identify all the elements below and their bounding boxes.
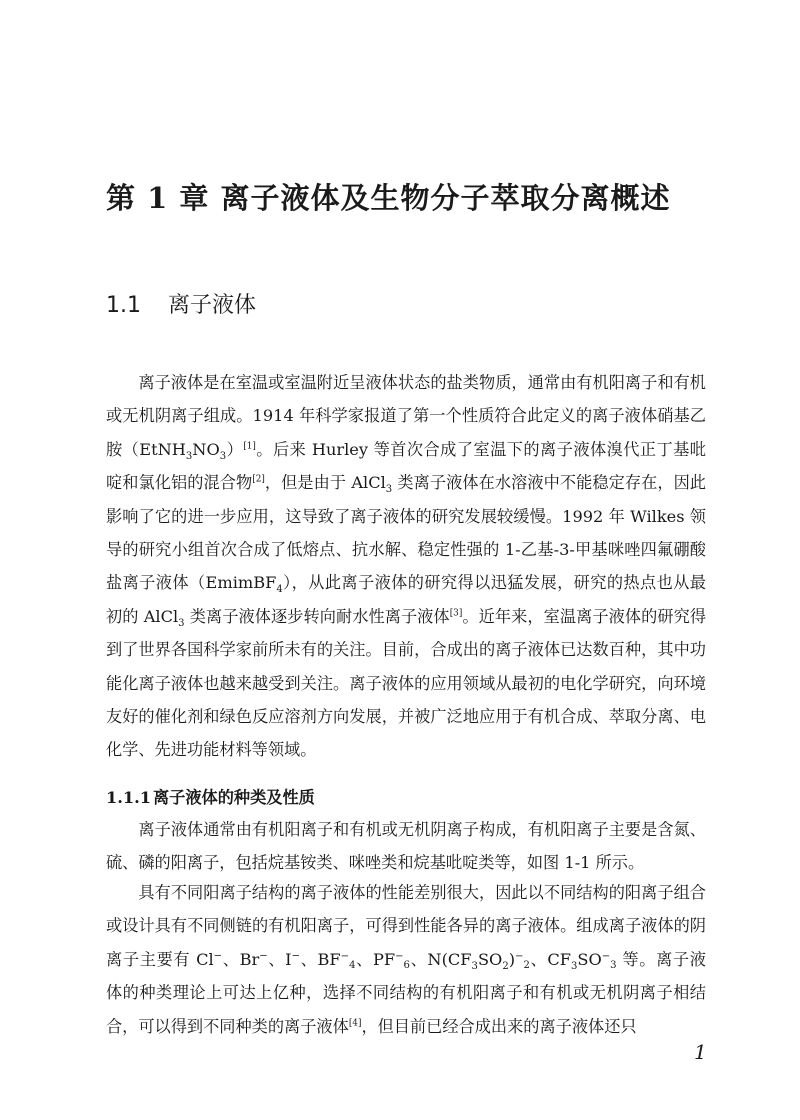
subsection-title: 离子液体的种类及性质 <box>153 788 315 807</box>
paragraph-ionic-liquid-intro: 离子液体是在室温或室温附近呈液体状态的盐类物质，通常由有机阳离子和有机或无机阴离子组成。1914 年科学家报道了第一个性质符合此定义的离子液体硝基乙胺$(EtNH_3NO_3)[1]$。后来 Hurley 等首次合成了室温下的离子液体溴代正丁基吡啶和氯化铝的混合物[2]，但是由于 AlCl$_3$ 类离子液体在水溶液中不能稳定存在，因此影响了它的进一步应用，这导致了离子液体的研究发展较缓慢。1992 年 Wilkes 领导的研究小组首次合成了低熔点、抗水解、稳定性强的 1-乙基-3-甲基咪唑四氟硼酸盐离子液体（EmimBF$_4$），从此离子液体的研究得以迅猛发展，研究的热点也从最初的 AlCl$_3$ 类离子液体逐步转向耐水性离子液体[3]。近年来，室温离子液体的研究得到了世界各国科学家前所未有的关注。目前，合成出的离子液体已达数百种，其中功能化离子液体也越来越受到关注。离子液体的应用领域从最初的电化学研究，向环境友好的催化剂和绿色反应溶剂方向发展，并被广泛地应用于有机合成、萃取分离、电化学、先进功能材料等领域。 <box>106 373 707 760</box>
chapter-title: 第 1 章 离子液体及生物分子萃取分离概述 <box>106 181 671 215</box>
section-heading <box>106 288 256 319</box>
subsection-heading <box>106 784 315 808</box>
citation-ref-4: [4] <box>348 1017 362 1028</box>
section-title: 离子液体 <box>168 293 257 318</box>
page-number: 1 <box>694 1040 707 1064</box>
section-number: 1.1 <box>106 293 141 318</box>
paragraph-cation-types: 离子液体通常由有机阳离子和有机或无机阴离子构成，有机阳离子主要是含氮、硫、磷的阳离子，包括烷基铵类、咪唑类和烷基吡啶类等，如图 1-1 所示。 <box>106 820 706 873</box>
citation-ref-2: [2] <box>252 474 265 485</box>
citation-ref-1: [1] <box>243 441 256 452</box>
subsection-number: 1.1.1 <box>106 788 152 807</box>
citation-ref-3: [3] <box>449 608 463 619</box>
paragraph-anion-types: 具有不同阳离子结构的离子液体的性能差别很大，因此以不同结构的阳离子组合或设计具有不同侧链的有机阳离子，可得到性能各异的离子液体。组成离子液体的阴离子主要有 Cl−、Br−、I−、$BF^-_4$、$PF^-_6$、$N(CF_3SO_2)^-_2$、$CF_3SO^-_3$ 等。离子液体的种类理论上可达上亿种，选择不同结构的有机阳离子和有机或无机阴离子相结合，可以得到不同种类的离子液体[4]，但目前已经合成出来的离子液体还只 <box>106 883 706 1036</box>
